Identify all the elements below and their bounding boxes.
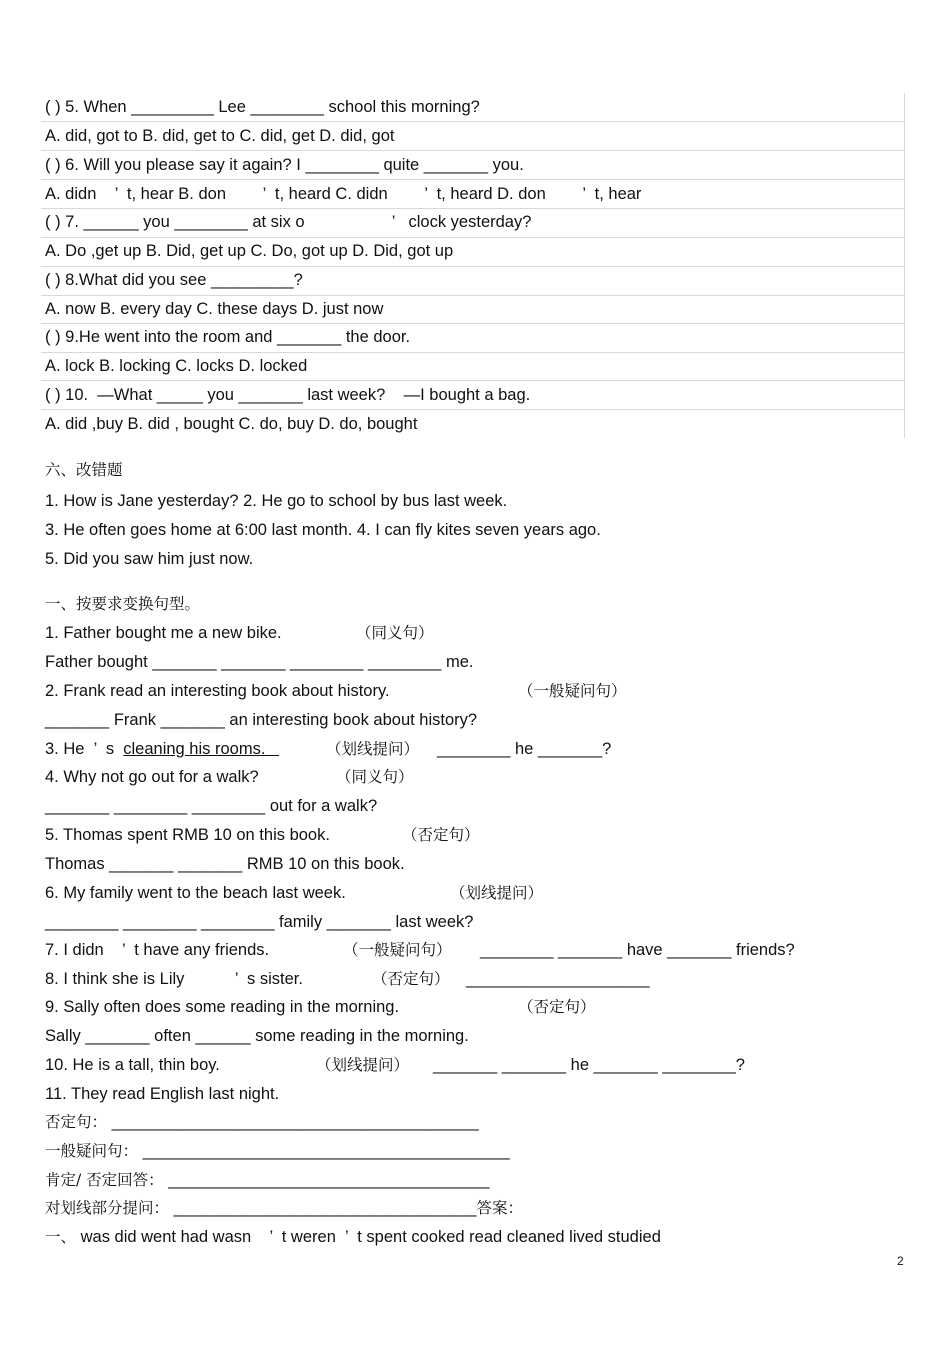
yes-no-blank: ___________________________________ [168,1171,490,1189]
answers-text: was did went had wasn ’ t weren ’ t spent cooked read cleaned lived studied [76,1228,661,1246]
transform-q3-blank: ________ he _______? [437,740,612,758]
transform-q9: 9. Sally often does some reading in the morning. [45,998,400,1016]
transform-q4: 4. Why not go out for a walk? [45,768,259,786]
question-9: ( ) 9.He went into the room and _______ the door. [45,328,411,346]
section-6-title: 六、改错题 [45,461,123,479]
transform-a5: Thomas _______ _______ RMB 10 on this book. [45,855,405,873]
transform-q3 [45,739,279,759]
underline-question-blank: _________________________________ [173,1199,477,1217]
yes-no-label: 肯定/ 否定回答： [45,1171,164,1189]
q3-underlined: cleaning his rooms. [123,740,280,758]
correction-line-2: 3. He often goes home at 6:00 last month. 4. I can fly kites seven years ago. [45,521,601,539]
correction-line-1: 1. How is Jane yesterday? 2. He go to school by bus last week. [45,492,508,510]
question-7: ( ) 7. ______ you ________ at six o ’ clock yesterday? [45,213,532,231]
transform-q7-tag: （一般疑问句） [343,941,452,959]
options-6: A. didn ’ t, hear B. don ’ t, heard C. didn ’ t, heard D. don ’ t, hear [45,185,642,203]
negative-line [45,1112,479,1132]
transform-q5: 5. Thomas spent RMB 10 on this book. [45,826,330,844]
correction-line-3: 5. Did you saw him just now. [45,550,254,568]
transform-q8-blank: ____________________ [466,970,650,988]
options-8: A. now B. every day C. these days D. just now [45,300,384,318]
transform-q9-tag: （否定句） [518,998,596,1016]
options-5: A. did, got to B. did, get to C. did, get D. did, got [45,127,395,145]
transform-q2: 2. Frank read an interesting book about history. [45,682,390,700]
transform-q5-tag: （否定句） [402,826,480,844]
page-number: 2 [897,1254,904,1268]
transform-a1: Father bought _______ _______ ________ ________ me. [45,653,474,671]
underline-question-label: 对划线部分提问： [45,1199,170,1217]
transform-a9: Sally _______ often ______ some reading in the morning. [45,1027,469,1045]
transform-q8-tag: （否定句） [372,970,450,988]
negative-label: 否定句： [45,1113,108,1131]
section-1-title: 一、按要求变换句型。 [45,595,201,613]
transform-q7-blank: ________ _______ have _______ friends? [480,941,795,959]
options-9: A. lock B. locking C. locks D. locked [45,357,308,375]
yes-no-line [45,1170,489,1190]
question-5: ( ) 5. When _________ Lee ________ school this morning? [45,98,480,116]
question-10: ( ) 10. —What _____ you _______ last week? —I bought a bag. [45,386,531,404]
transform-q6: 6. My family went to the beach last week. [45,884,346,902]
negative-blank: ________________________________________ [111,1113,479,1131]
transform-q10: 10. He is a tall, thin boy. [45,1056,220,1074]
question-6: ( ) 6. Will you please say it again? I ________ quite _______ you. [45,156,524,174]
transform-q10-tag: （划线提问） [316,1056,410,1074]
underline-question-line [45,1198,523,1218]
question-label: 一般疑问句： [45,1142,139,1160]
transform-q3-tag: （划线提问） [326,740,420,758]
question-line [45,1141,510,1161]
transform-q8: 8. I think she is Lily ’ s sister. [45,970,303,988]
transform-a4: _______ ________ ________ out for a walk? [45,797,378,815]
transform-q1-tag: （同义句） [356,624,434,642]
transform-q4-tag: （同义句） [336,768,414,786]
transform-q7: 7. I didn ’ t have any friends. [45,941,270,959]
transform-q1: 1. Father bought me a new bike. [45,624,282,642]
transform-q11: 11. They read English last night. [45,1085,280,1103]
answer-label: 答案： [476,1199,523,1217]
options-10: A. did ,buy B. did , bought C. do, buy D. do, bought [45,415,418,433]
answers-prefix: 一、 [45,1228,77,1246]
question-8: ( ) 8.What did you see _________? [45,271,303,289]
answers-line [45,1227,661,1247]
transform-q10-blank: _______ _______ he _______ ________? [433,1056,745,1074]
options-7: A. Do ,get up B. Did, get up C. Do, got up D. Did, got up [45,242,454,260]
transform-q2-tag: （一般疑问句） [518,682,627,700]
transform-q6-tag: （划线提问） [450,884,544,902]
q3-prefix: 3. He ’ s [45,740,124,758]
transform-a6: ________ ________ ________ family _______ last week? [45,913,474,931]
question-blank: ________________________________________ [142,1142,510,1160]
transform-a2: _______ Frank _______ an interesting book about history? [45,711,478,729]
